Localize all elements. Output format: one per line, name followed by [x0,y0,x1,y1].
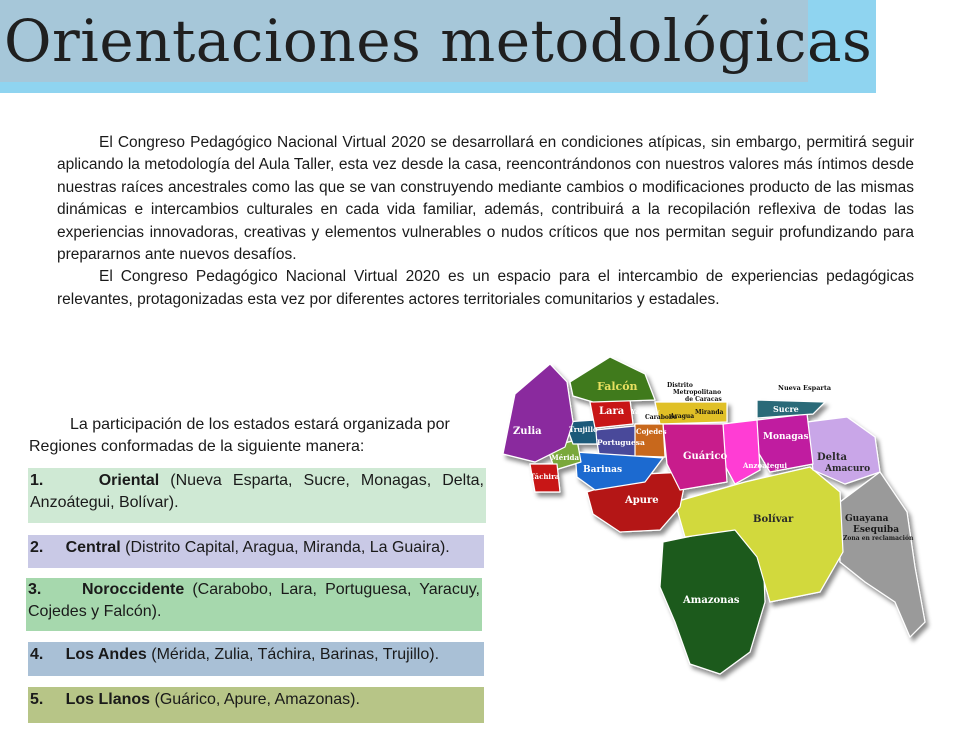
region-states: (Nueva Esparta, Sucre, Monagas, Delta, Anzoátegui, Bolívar). [30,472,484,511]
map-label-amazonas: Amazonas [683,595,740,606]
region-name: Los Llanos [65,691,151,708]
header-title-box [0,0,873,82]
map-label-aragua: Aragua [670,413,695,420]
regions-intro: La participación de los estados estará organizada por Regiones conformadas de la siguiente manera: [29,416,450,455]
map-state-guayana-esequiba [840,472,925,637]
map-state-anzoategui [723,420,760,484]
region-item-los-llanos [28,687,484,723]
map-label-zona-reclamacion: Zona en reclamación [843,535,914,542]
map-state-zulia [503,364,573,462]
intro-text [57,132,914,311]
region-number: 4. [30,646,44,663]
region-name: Oriental [98,472,160,489]
page-title: Orientaciones metodológicas [4,7,873,75]
map-label-metropolitano: Metropolitano [673,389,722,396]
map-label-monagas: Monagas [763,432,809,442]
region-states: (Carabobo, Lara, Portuguesa, Yaracuy, Cojedes y Falcón). [28,581,480,620]
map-label-miranda: Miranda [695,409,724,416]
header-banner [0,0,876,93]
region-name: Noroccidente [81,581,185,598]
intro-paragraph-1: El Congreso Pedagógico Nacional Virtual 2020 se desarrollará en condiciones atípicas, sin embargo, permitirá seguir aplicando la metodología del Aula Taller, esta vez desde la casa, reencontrándonos con nuestros valores más íntimos desde nuestras raíces ancestrales como las que se van construyendo mediante cambios o modificaciones producto de las mismas dinámicas e intercambios culturales en cada vida familiar, además, contribuirá a la recopilación reflexiva de todas las experiencias innovadoras, creativas y elementos vulnerables o nudos críticos que nos permitan seguir profundizando para prepararnos ante nuevos desafíos. [57,134,914,264]
region-item-los-andes [28,642,484,676]
map-label-nueva-esparta: Nueva Esparta [778,384,832,392]
map-label-distrito: Distrito [667,382,693,389]
map-label-falcon: Falcón [597,380,638,393]
region-item-oriental [28,468,486,523]
map-label-merida: Mérida [551,453,579,462]
region-name: Central [65,539,121,556]
region-item-central [28,535,484,568]
map-label-amacuro: Amacuro [825,464,871,474]
region-number: 3. [28,581,42,598]
region-name: Los Andes [65,646,147,663]
map-label-yaracuy: Yaracuy [631,408,660,416]
map-label-portuguesa: Portuguesa [597,438,645,447]
map-label-cojedes: Cojedes [636,427,667,436]
venezuela-map [495,352,935,692]
map-label-apure: Apure [625,495,659,506]
map-label-trujillo: Trujillo [569,425,598,434]
map-label-carabobo: Carabobo [645,414,678,421]
region-states: (Distrito Capital, Aragua, Miranda, La Guaira). [125,539,450,556]
map-label-guayana: Guayana [845,514,889,524]
region-states: (Guárico, Apure, Amazonas). [154,691,360,708]
region-item-noroccidente [26,578,482,631]
map-label-de-caracas: de Caracas [685,396,722,403]
intro-paragraph-2: El Congreso Pedagógico Nacional Virtual 2020 es un espacio para el intercambio de experiencias pedagógicas relevantes, protagonizadas esta vez por diferentes actores territoriales comunitarios y estadales. [57,268,914,308]
map-label-lara: Lara [599,406,625,417]
region-states: (Mérida, Zulia, Táchira, Barinas, Trujillo). [151,646,440,663]
map-label-zulia: Zulia [513,426,542,437]
map-label-barinas: Barinas [583,465,623,475]
region-number: 5. [30,691,44,708]
region-number: 1. [30,472,44,489]
map-label-bolivar: Bolívar [753,514,794,525]
map-label-tachira: Táchira [530,472,560,481]
map-label-anzoategui: Anzoátegui [743,461,788,470]
map-label-delta: Delta [817,452,847,463]
map-label-guarico: Guárico [683,451,728,462]
map-label-sucre: Sucre [773,404,799,414]
region-number: 2. [30,539,44,556]
map-label-esequiba: Esequiba [853,525,900,535]
